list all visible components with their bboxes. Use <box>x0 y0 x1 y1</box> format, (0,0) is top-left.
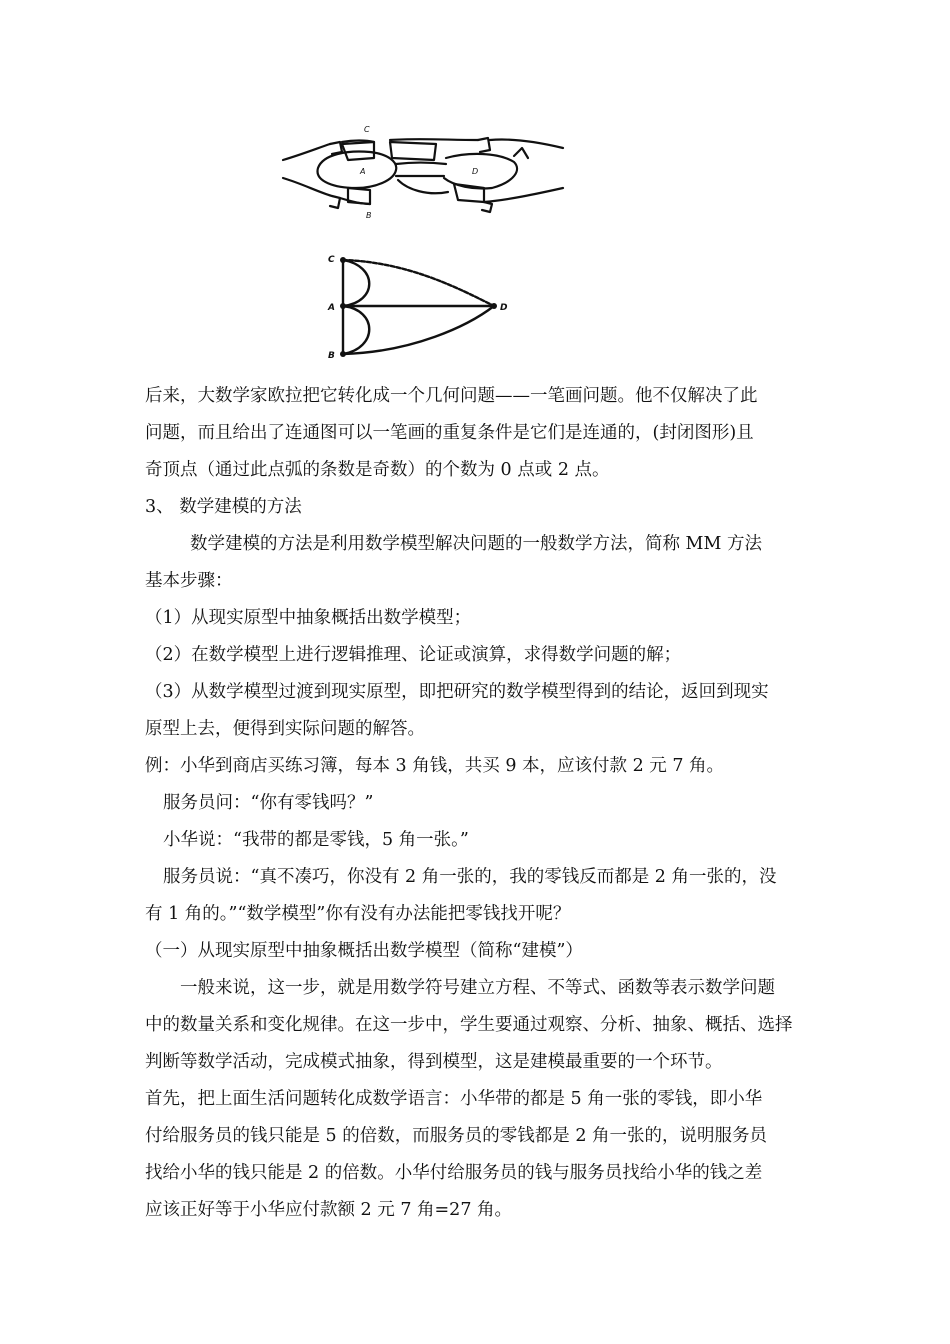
dialogue-line: 服务员问：“你有零钱吗？” <box>163 793 374 813</box>
paragraph-line: 找给小华的钱只能是 2 的倍数。小华付给服务员的钱与服务员找给小华的钱之差 <box>145 1163 763 1183</box>
graph-label-c: C <box>328 255 335 265</box>
paragraph-line: 奇顶点（通过此点弧的条数是奇数）的个数为 0 点或 2 点。 <box>145 460 610 480</box>
graph-label-d: D <box>500 303 508 313</box>
paragraph-line: 问题，而且给出了连通图可以一笔画的重复条件是它们是连通的，(封闭图形)且 <box>145 423 754 443</box>
euler-graph-figure <box>318 248 518 360</box>
label-d: D <box>472 167 479 176</box>
label-b: B <box>366 211 372 220</box>
label-a: A <box>360 167 366 176</box>
paragraph-line: 付给服务员的钱只能是 5 的倍数，而服务员的零钱都是 2 角一张的，说明服务员 <box>145 1126 768 1146</box>
paragraph-line: 一般来说，这一步，就是用数学符号建立方程、不等式、函数等表示数学问题 <box>180 978 775 998</box>
paragraph-line: 应该正好等于小华应付款额 2 元 7 角=27 角。 <box>145 1200 513 1220</box>
paragraph-line: 首先，把上面生活问题转化成数学语言：小华带的都是 5 角一张的零钱，即小华 <box>145 1089 763 1109</box>
dialogue-line: 服务员说：“真不凑巧，你没有 2 角一张的，我的零钱反而都是 2 角一张的，没 <box>163 867 777 887</box>
graph-label-b: B <box>328 351 335 360</box>
step-item: （2）在数学模型上进行逻辑推理、论证或演算，求得数学问题的解； <box>145 645 682 665</box>
example-line: 例：小华到商店买练习簿，每本 3 角钱，共买 9 本，应该付款 2 元 7 角。 <box>145 756 725 776</box>
subsection-heading: （一）从现实原型中抽象概括出数学模型（简称“建模”） <box>145 941 583 961</box>
paragraph-line: 有 1 角的。”“数学模型”你有没有办法能把零钱找开呢？ <box>145 904 571 924</box>
step-item: （3）从数学模型过渡到现实原型，即把研究的数学模型得到的结论，返回到现实 <box>145 682 769 702</box>
paragraph-line: 中的数量关系和变化规律。在这一步中，学生要通过观察、分析、抽象、概括、选择 <box>145 1015 793 1035</box>
dialogue-line: 小华说：“我带的都是零钱，5 角一张。” <box>163 830 469 850</box>
body-text <box>145 378 810 1229</box>
paragraph-line: 判断等数学活动，完成模式抽象，得到模型，这是建模最重要的一个环节。 <box>145 1052 723 1072</box>
step-item: （1）从现实原型中抽象概括出数学模型； <box>145 608 472 628</box>
label-c: C <box>364 125 370 134</box>
graph-label-a: A <box>328 303 335 313</box>
konigsberg-bridges-figure <box>278 118 568 228</box>
paragraph-line: 后来，大数学家欧拉把它转化成一个几何问题——一笔画问题。他不仅解决了此 <box>145 386 758 406</box>
section-heading: 3、 数学建模的方法 <box>145 497 302 517</box>
paragraph-line: 基本步骤： <box>145 571 233 591</box>
paragraph-line: 数学建模的方法是利用数学模型解决问题的一般数学方法，简称 MM 方法 <box>190 534 762 554</box>
paragraph-line: 原型上去，便得到实际问题的解答。 <box>145 719 425 739</box>
